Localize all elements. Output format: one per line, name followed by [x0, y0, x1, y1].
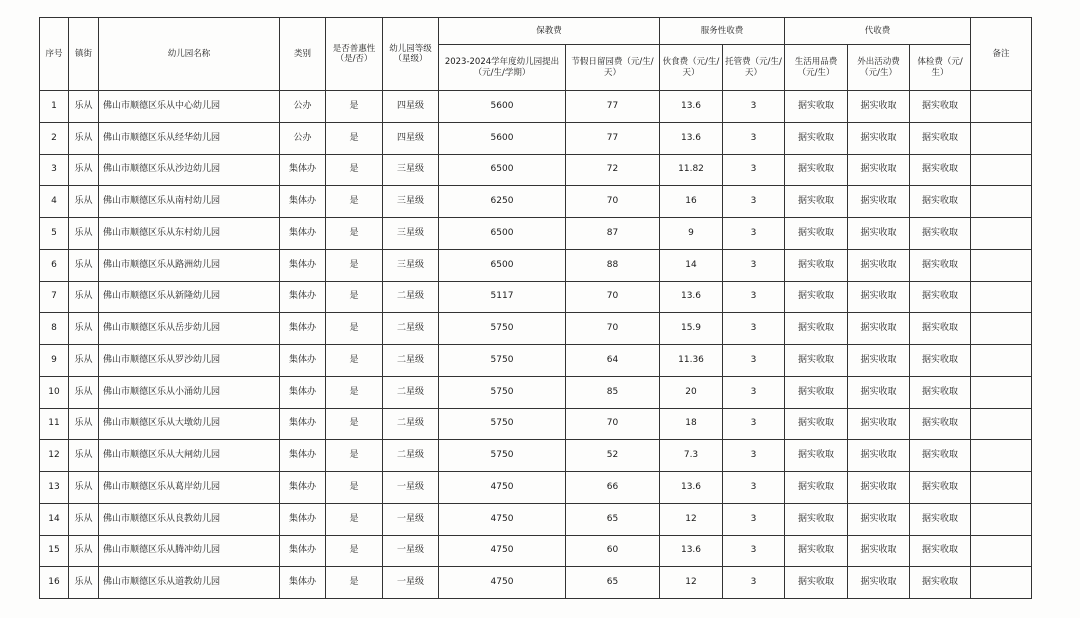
cell-checkup-fee: 据实收取: [910, 440, 971, 472]
cell-category: 公办: [280, 91, 326, 123]
cell-town: 乐从: [69, 472, 99, 504]
cell-holiday-fee: 65: [566, 503, 660, 535]
cell-holiday-fee: 70: [566, 313, 660, 345]
cell-remarks: [971, 91, 1032, 123]
cell-inclusive: 是: [326, 218, 383, 250]
cell-seq: 1: [40, 91, 69, 123]
cell-meal-fee: 13.6: [660, 91, 723, 123]
cell-grade: 四星级: [383, 91, 439, 123]
cell-holiday-fee: 85: [566, 376, 660, 408]
table-row: [40, 567, 1032, 599]
cell-holiday-fee: 77: [566, 122, 660, 154]
cell-town: 乐从: [69, 503, 99, 535]
header-outing-fee: 外出活动费（元/生）: [848, 45, 910, 91]
cell-tuition: 4750: [439, 567, 566, 599]
cell-town: 乐从: [69, 313, 99, 345]
cell-name: 佛山市顺德区乐从大墩幼儿园: [99, 408, 280, 440]
cell-supplies-fee: 据实收取: [785, 535, 848, 567]
cell-tuition: 4750: [439, 535, 566, 567]
cell-remarks: [971, 503, 1032, 535]
cell-outing-fee: 据实收取: [848, 122, 910, 154]
cell-grade: 四星级: [383, 122, 439, 154]
table-row: [40, 154, 1032, 186]
cell-town: 乐从: [69, 249, 99, 281]
header-checkup-fee: 体检费（元/生）: [910, 45, 971, 91]
cell-meal-fee: 13.6: [660, 472, 723, 504]
cell-checkup-fee: 据实收取: [910, 186, 971, 218]
cell-supplies-fee: 据实收取: [785, 122, 848, 154]
cell-seq: 10: [40, 376, 69, 408]
cell-name: 佛山市顺德区乐从道教幼儿园: [99, 567, 280, 599]
cell-town: 乐从: [69, 122, 99, 154]
cell-grade: 二星级: [383, 281, 439, 313]
cell-outing-fee: 据实收取: [848, 440, 910, 472]
cell-checkup-fee: 据实收取: [910, 567, 971, 599]
cell-remarks: [971, 249, 1032, 281]
cell-meal-fee: 11.36: [660, 345, 723, 377]
cell-meal-fee: 15.9: [660, 313, 723, 345]
cell-meal-fee: 20: [660, 376, 723, 408]
header-tuition-group: 保教费: [439, 18, 660, 45]
cell-outing-fee: 据实收取: [848, 186, 910, 218]
table-row: [40, 281, 1032, 313]
cell-seq: 11: [40, 408, 69, 440]
cell-grade: 一星级: [383, 567, 439, 599]
cell-remarks: [971, 186, 1032, 218]
cell-tuition: 5600: [439, 122, 566, 154]
cell-grade: 二星级: [383, 345, 439, 377]
cell-supplies-fee: 据实收取: [785, 503, 848, 535]
cell-tuition: 6500: [439, 154, 566, 186]
header-seq: 序号: [40, 18, 69, 91]
cell-holiday-fee: 77: [566, 91, 660, 123]
header-grade: 幼儿园等级（星级）: [383, 18, 439, 91]
cell-grade: 二星级: [383, 376, 439, 408]
cell-supplies-fee: 据实收取: [785, 376, 848, 408]
cell-seq: 9: [40, 345, 69, 377]
cell-tuition: 5750: [439, 345, 566, 377]
cell-town: 乐从: [69, 535, 99, 567]
cell-name: 佛山市顺德区乐从葛岸幼儿园: [99, 472, 280, 504]
cell-care-fee: 3: [723, 91, 785, 123]
cell-tuition: 5600: [439, 91, 566, 123]
cell-meal-fee: 7.3: [660, 440, 723, 472]
header-tuition-year: 2023-2024学年度幼儿园提出（元/生/学期）: [439, 45, 566, 91]
cell-holiday-fee: 70: [566, 186, 660, 218]
cell-seq: 14: [40, 503, 69, 535]
cell-meal-fee: 9: [660, 218, 723, 250]
cell-supplies-fee: 据实收取: [785, 440, 848, 472]
cell-remarks: [971, 376, 1032, 408]
cell-tuition: 6500: [439, 249, 566, 281]
cell-holiday-fee: 70: [566, 281, 660, 313]
cell-checkup-fee: 据实收取: [910, 218, 971, 250]
cell-outing-fee: 据实收取: [848, 91, 910, 123]
cell-checkup-fee: 据实收取: [910, 91, 971, 123]
cell-grade: 三星级: [383, 249, 439, 281]
cell-remarks: [971, 122, 1032, 154]
cell-tuition: 5750: [439, 376, 566, 408]
cell-category: 集体办: [280, 376, 326, 408]
cell-remarks: [971, 440, 1032, 472]
cell-town: 乐从: [69, 186, 99, 218]
cell-care-fee: 3: [723, 218, 785, 250]
cell-checkup-fee: 据实收取: [910, 503, 971, 535]
cell-town: 乐从: [69, 408, 99, 440]
cell-supplies-fee: 据实收取: [785, 281, 848, 313]
cell-meal-fee: 13.6: [660, 122, 723, 154]
table-row: [40, 535, 1032, 567]
cell-seq: 6: [40, 249, 69, 281]
header-inclusive: 是否普惠性（是/否）: [326, 18, 383, 91]
cell-name: 佛山市顺德区乐从罗沙幼儿园: [99, 345, 280, 377]
cell-remarks: [971, 313, 1032, 345]
cell-grade: 二星级: [383, 313, 439, 345]
cell-outing-fee: 据实收取: [848, 503, 910, 535]
cell-care-fee: 3: [723, 122, 785, 154]
header-category: 类别: [280, 18, 326, 91]
cell-outing-fee: 据实收取: [848, 376, 910, 408]
table-row: [40, 376, 1032, 408]
cell-holiday-fee: 64: [566, 345, 660, 377]
cell-care-fee: 3: [723, 249, 785, 281]
cell-holiday-fee: 65: [566, 567, 660, 599]
table-header: [40, 18, 1032, 91]
table-row: [40, 503, 1032, 535]
header-remarks: 备注: [971, 18, 1032, 91]
table-row: [40, 408, 1032, 440]
cell-meal-fee: 14: [660, 249, 723, 281]
cell-care-fee: 3: [723, 472, 785, 504]
cell-category: 集体办: [280, 218, 326, 250]
cell-remarks: [971, 535, 1032, 567]
cell-seq: 13: [40, 472, 69, 504]
cell-outing-fee: 据实收取: [848, 281, 910, 313]
cell-category: 集体办: [280, 186, 326, 218]
cell-care-fee: 3: [723, 313, 785, 345]
cell-inclusive: 是: [326, 503, 383, 535]
table-row: [40, 472, 1032, 504]
cell-tuition: 4750: [439, 472, 566, 504]
cell-inclusive: 是: [326, 440, 383, 472]
cell-checkup-fee: 据实收取: [910, 472, 971, 504]
cell-holiday-fee: 72: [566, 154, 660, 186]
cell-holiday-fee: 70: [566, 408, 660, 440]
cell-inclusive: 是: [326, 122, 383, 154]
cell-outing-fee: 据实收取: [848, 154, 910, 186]
cell-outing-fee: 据实收取: [848, 567, 910, 599]
cell-holiday-fee: 88: [566, 249, 660, 281]
cell-town: 乐从: [69, 91, 99, 123]
cell-care-fee: 3: [723, 154, 785, 186]
cell-category: 集体办: [280, 281, 326, 313]
cell-inclusive: 是: [326, 154, 383, 186]
cell-grade: 二星级: [383, 408, 439, 440]
table-row: [40, 440, 1032, 472]
cell-care-fee: 3: [723, 186, 785, 218]
cell-checkup-fee: 据实收取: [910, 281, 971, 313]
cell-outing-fee: 据实收取: [848, 218, 910, 250]
cell-name: 佛山市顺德区乐从中心幼儿园: [99, 91, 280, 123]
cell-inclusive: 是: [326, 313, 383, 345]
cell-seq: 4: [40, 186, 69, 218]
cell-name: 佛山市顺德区乐从路洲幼儿园: [99, 249, 280, 281]
cell-inclusive: 是: [326, 472, 383, 504]
cell-remarks: [971, 218, 1032, 250]
cell-care-fee: 3: [723, 376, 785, 408]
kindergarten-fee-table: [39, 17, 1032, 599]
cell-name: 佛山市顺德区乐从大闸幼儿园: [99, 440, 280, 472]
table-row: [40, 313, 1032, 345]
cell-supplies-fee: 据实收取: [785, 313, 848, 345]
cell-care-fee: 3: [723, 503, 785, 535]
cell-grade: 一星级: [383, 535, 439, 567]
cell-supplies-fee: 据实收取: [785, 472, 848, 504]
table-row: [40, 91, 1032, 123]
cell-meal-fee: 11.82: [660, 154, 723, 186]
cell-supplies-fee: 据实收取: [785, 249, 848, 281]
cell-seq: 7: [40, 281, 69, 313]
cell-seq: 2: [40, 122, 69, 154]
table-body: [40, 91, 1032, 599]
cell-supplies-fee: 据实收取: [785, 218, 848, 250]
cell-outing-fee: 据实收取: [848, 249, 910, 281]
header-town: 镇街: [69, 18, 99, 91]
cell-remarks: [971, 154, 1032, 186]
cell-category: 集体办: [280, 249, 326, 281]
cell-outing-fee: 据实收取: [848, 345, 910, 377]
cell-checkup-fee: 据实收取: [910, 313, 971, 345]
cell-seq: 3: [40, 154, 69, 186]
cell-category: 集体办: [280, 313, 326, 345]
header-care-fee: 托管费（元/生/天）: [723, 45, 785, 91]
cell-tuition: 5750: [439, 408, 566, 440]
cell-care-fee: 3: [723, 408, 785, 440]
cell-grade: 二星级: [383, 440, 439, 472]
cell-supplies-fee: 据实收取: [785, 345, 848, 377]
cell-care-fee: 3: [723, 535, 785, 567]
table-row: [40, 345, 1032, 377]
cell-checkup-fee: 据实收取: [910, 345, 971, 377]
cell-seq: 5: [40, 218, 69, 250]
table-row: [40, 186, 1032, 218]
cell-meal-fee: 13.6: [660, 535, 723, 567]
cell-remarks: [971, 472, 1032, 504]
cell-checkup-fee: 据实收取: [910, 535, 971, 567]
cell-town: 乐从: [69, 345, 99, 377]
cell-tuition: 6250: [439, 186, 566, 218]
cell-inclusive: 是: [326, 91, 383, 123]
cell-seq: 16: [40, 567, 69, 599]
cell-meal-fee: 18: [660, 408, 723, 440]
cell-name: 佛山市顺德区乐从新隆幼儿园: [99, 281, 280, 313]
header-name: 幼儿园名称: [99, 18, 280, 91]
cell-grade: 一星级: [383, 503, 439, 535]
header-holiday-fee: 节假日留园费（元/生/天）: [566, 45, 660, 91]
cell-meal-fee: 16: [660, 186, 723, 218]
cell-town: 乐从: [69, 440, 99, 472]
cell-name: 佛山市顺德区乐从经华幼儿园: [99, 122, 280, 154]
cell-supplies-fee: 据实收取: [785, 567, 848, 599]
header-service-group: 服务性收费: [660, 18, 785, 45]
cell-care-fee: 3: [723, 281, 785, 313]
cell-town: 乐从: [69, 154, 99, 186]
cell-name: 佛山市顺德区乐从良教幼儿园: [99, 503, 280, 535]
cell-inclusive: 是: [326, 567, 383, 599]
cell-supplies-fee: 据实收取: [785, 154, 848, 186]
cell-checkup-fee: 据实收取: [910, 376, 971, 408]
cell-tuition: 5117: [439, 281, 566, 313]
cell-grade: 三星级: [383, 218, 439, 250]
cell-seq: 12: [40, 440, 69, 472]
cell-tuition: 6500: [439, 218, 566, 250]
cell-seq: 8: [40, 313, 69, 345]
header-meal-fee: 伙食费（元/生/天）: [660, 45, 723, 91]
table-row: [40, 122, 1032, 154]
cell-town: 乐从: [69, 567, 99, 599]
cell-outing-fee: 据实收取: [848, 472, 910, 504]
cell-outing-fee: 据实收取: [848, 535, 910, 567]
cell-category: 集体办: [280, 345, 326, 377]
cell-inclusive: 是: [326, 345, 383, 377]
cell-grade: 一星级: [383, 472, 439, 504]
cell-holiday-fee: 52: [566, 440, 660, 472]
cell-supplies-fee: 据实收取: [785, 186, 848, 218]
table-row: [40, 249, 1032, 281]
cell-meal-fee: 12: [660, 503, 723, 535]
cell-tuition: 5750: [439, 440, 566, 472]
cell-inclusive: 是: [326, 408, 383, 440]
cell-category: 集体办: [280, 503, 326, 535]
cell-town: 乐从: [69, 281, 99, 313]
cell-grade: 三星级: [383, 154, 439, 186]
cell-category: 公办: [280, 122, 326, 154]
cell-name: 佛山市顺德区乐从岳步幼儿园: [99, 313, 280, 345]
cell-checkup-fee: 据实收取: [910, 408, 971, 440]
cell-care-fee: 3: [723, 440, 785, 472]
cell-holiday-fee: 66: [566, 472, 660, 504]
cell-name: 佛山市顺德区乐从沙边幼儿园: [99, 154, 280, 186]
cell-remarks: [971, 281, 1032, 313]
cell-remarks: [971, 567, 1032, 599]
cell-supplies-fee: 据实收取: [785, 91, 848, 123]
cell-category: 集体办: [280, 472, 326, 504]
cell-holiday-fee: 60: [566, 535, 660, 567]
cell-category: 集体办: [280, 535, 326, 567]
cell-seq: 15: [40, 535, 69, 567]
cell-name: 佛山市顺德区乐从东村幼儿园: [99, 218, 280, 250]
cell-outing-fee: 据实收取: [848, 313, 910, 345]
cell-outing-fee: 据实收取: [848, 408, 910, 440]
cell-inclusive: 是: [326, 249, 383, 281]
cell-inclusive: 是: [326, 376, 383, 408]
cell-holiday-fee: 87: [566, 218, 660, 250]
cell-town: 乐从: [69, 376, 99, 408]
cell-tuition: 5750: [439, 313, 566, 345]
cell-category: 集体办: [280, 567, 326, 599]
cell-category: 集体办: [280, 154, 326, 186]
cell-care-fee: 3: [723, 567, 785, 599]
cell-meal-fee: 12: [660, 567, 723, 599]
cell-town: 乐从: [69, 218, 99, 250]
cell-supplies-fee: 据实收取: [785, 408, 848, 440]
cell-meal-fee: 13.6: [660, 281, 723, 313]
cell-category: 集体办: [280, 440, 326, 472]
cell-grade: 三星级: [383, 186, 439, 218]
cell-remarks: [971, 408, 1032, 440]
cell-inclusive: 是: [326, 186, 383, 218]
cell-tuition: 4750: [439, 503, 566, 535]
cell-care-fee: 3: [723, 345, 785, 377]
cell-checkup-fee: 据实收取: [910, 249, 971, 281]
header-supplies-fee: 生活用品费（元/生）: [785, 45, 848, 91]
cell-name: 佛山市顺德区乐从腾冲幼儿园: [99, 535, 280, 567]
cell-name: 佛山市顺德区乐从小涌幼儿园: [99, 376, 280, 408]
cell-checkup-fee: 据实收取: [910, 122, 971, 154]
cell-category: 集体办: [280, 408, 326, 440]
cell-name: 佛山市顺德区乐从南村幼儿园: [99, 186, 280, 218]
cell-checkup-fee: 据实收取: [910, 154, 971, 186]
header-collect-group: 代收费: [785, 18, 971, 45]
cell-inclusive: 是: [326, 535, 383, 567]
cell-remarks: [971, 345, 1032, 377]
cell-inclusive: 是: [326, 281, 383, 313]
table-row: [40, 218, 1032, 250]
